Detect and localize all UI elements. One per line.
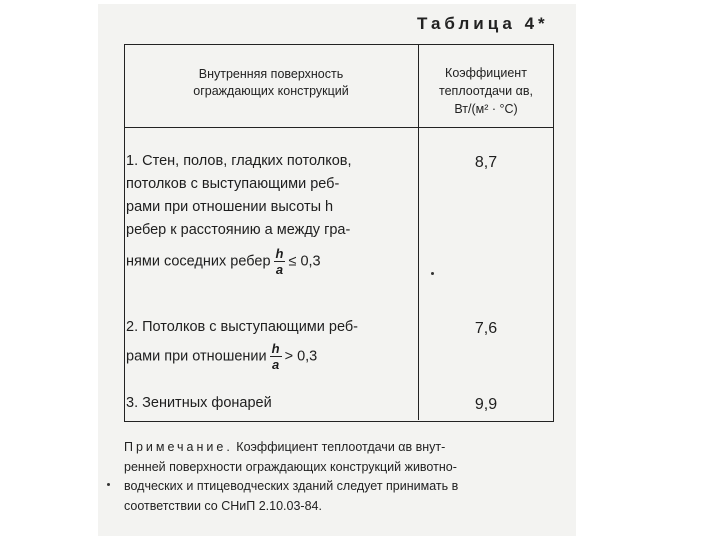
note-line — [124, 438, 556, 458]
row-3-description — [126, 392, 416, 415]
row-text-fragment: рами при отношении — [126, 348, 267, 365]
row-3-value: 9,9 — [474, 396, 498, 413]
fraction-denominator: a — [272, 357, 280, 372]
row-text-line: 2. Потолков с выступающими реб- — [126, 319, 358, 335]
note-line: ренней поверхности ограждающих конструкций животно- — [124, 459, 457, 474]
row-text-line: 3. Зенитных фонарей — [126, 395, 272, 411]
header-surface-line: Внутренняя поверхность — [198, 67, 344, 81]
row-text-line — [126, 246, 416, 277]
row-text-fragment: нями соседних ребер — [126, 253, 271, 270]
header-coefficient-line: Коэффициент — [445, 66, 527, 80]
header-divider — [124, 127, 554, 128]
note-line: водческих и птицеводческих зданий следует принимать в — [124, 479, 459, 493]
row-text-line: потолков с выступающими реб- — [126, 176, 340, 192]
fraction-numerator: h — [275, 246, 284, 261]
scan-speck — [107, 483, 110, 486]
row-text-line: 1. Стен, полов, гладких потолков, — [126, 153, 352, 169]
scan-speck — [431, 272, 434, 275]
fraction-numerator: h — [271, 341, 280, 356]
header-coefficient-line: теплоотдачи αв, — [439, 84, 533, 98]
fraction-relation: > 0,3 — [284, 348, 318, 365]
fraction-denominator: a — [275, 262, 284, 277]
row-text-line: ребер к расстоянию a между гра- — [126, 222, 351, 238]
column-divider — [418, 44, 419, 420]
row-1-value: 8,7 — [474, 154, 498, 171]
table-caption: Таблица 4* — [417, 14, 549, 33]
header-coefficient-line: Вт/(м² · °С) — [454, 102, 518, 116]
header-surface-line: ограждающих конструкций — [193, 84, 349, 98]
ratio-fraction — [270, 341, 282, 372]
header-surface — [126, 66, 416, 100]
row-1-description — [126, 150, 416, 277]
header-coefficient — [420, 64, 552, 118]
fraction-relation: ≤ 0,3 — [288, 253, 321, 270]
note-label: Примечание. — [124, 440, 233, 454]
ratio-fraction — [274, 246, 286, 277]
note-text: Коэффициент теплоотдачи αв внут- — [232, 440, 446, 454]
row-text-line: рами при отношении высоты h — [126, 199, 334, 215]
table-note — [124, 438, 556, 516]
row-2-description — [126, 316, 416, 372]
row-text-line — [126, 341, 416, 372]
row-2-value: 7,6 — [474, 320, 498, 337]
note-line: соответствии со СНиП 2.10.03-84. — [124, 498, 322, 513]
